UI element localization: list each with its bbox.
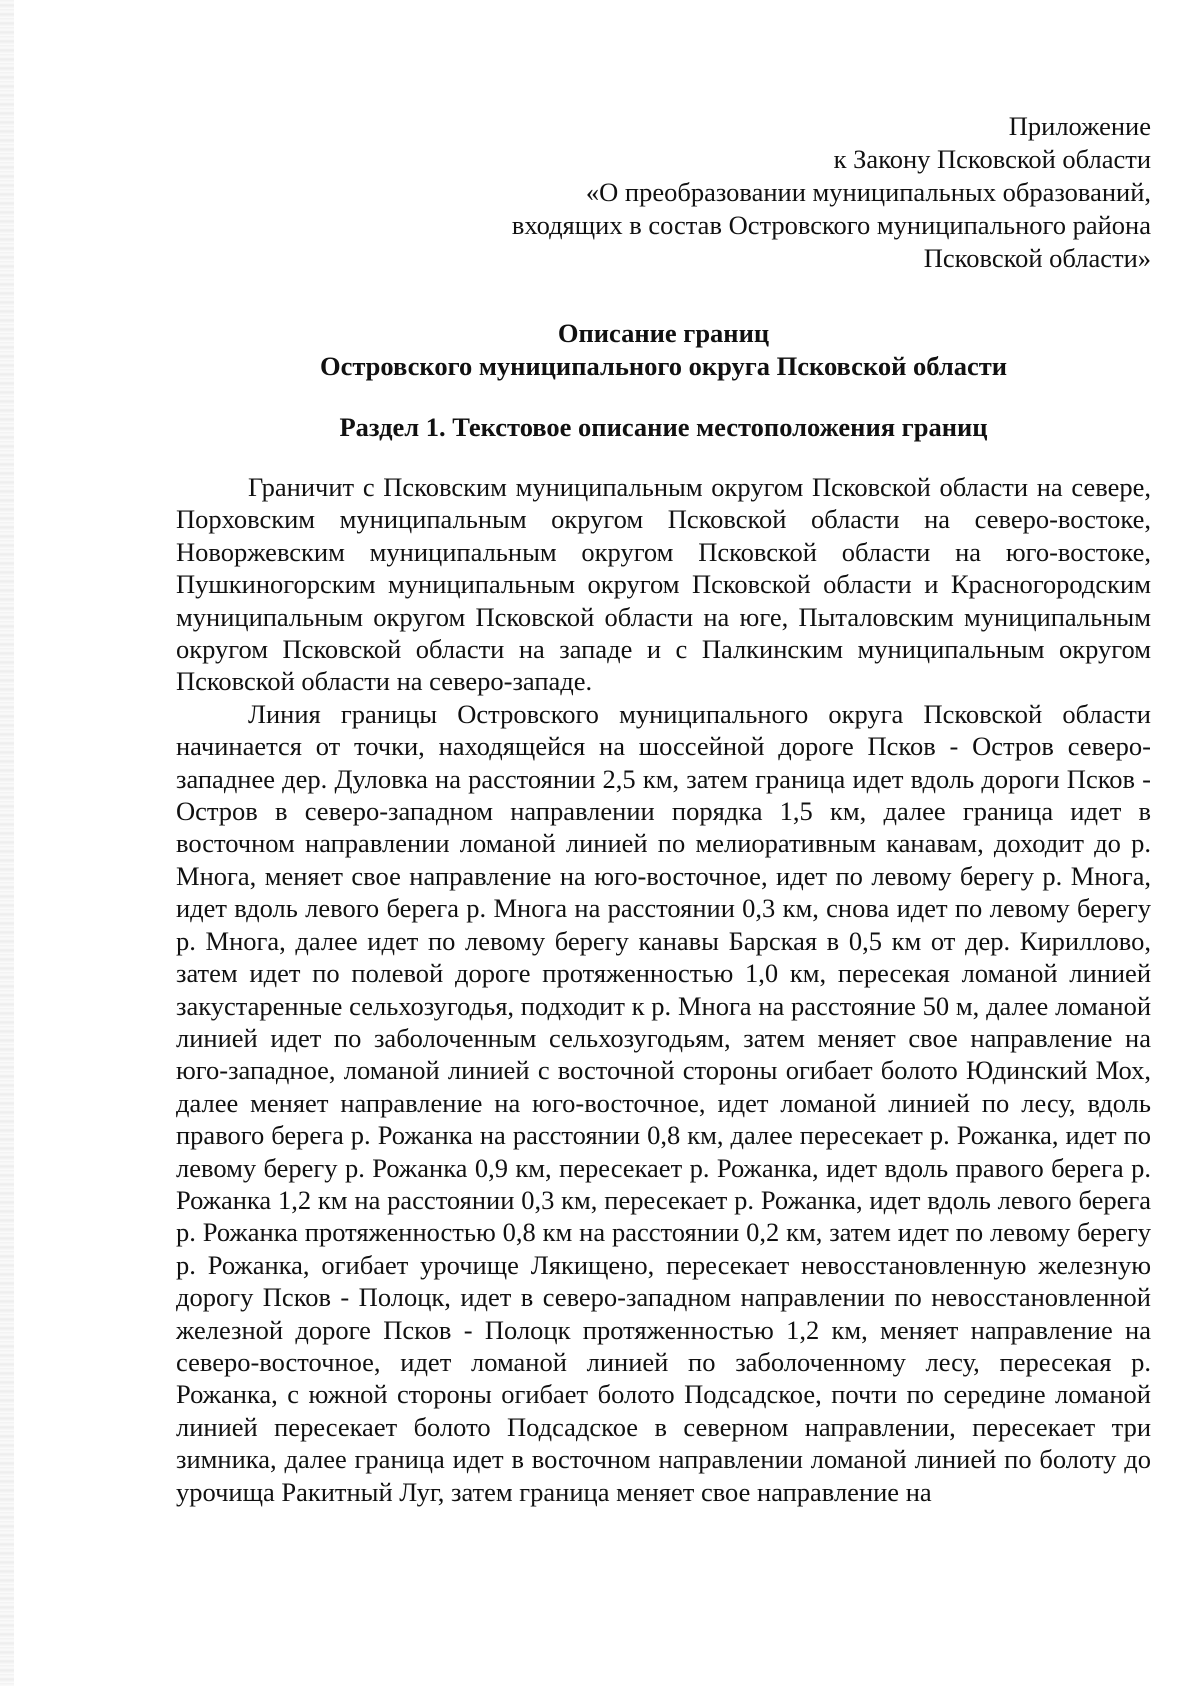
appendix-line: Псковской области» xyxy=(923,243,1151,273)
appendix-line: Приложение xyxy=(1008,111,1151,141)
document-title xyxy=(176,317,1151,383)
document-page xyxy=(176,110,1151,1508)
section-title: Раздел 1. Текстовое описание местоположения границ xyxy=(339,412,988,442)
paragraph: Линия границы Островского муниципального округа Псковской области начинается от точки, находящейся на шоссейной дороге Псков - Остров северо-западнее дер. Дуловка на расстоянии 2,5 км, затем граница идет вдоль дороги Псков - Остров в северо-западном направлении порядка 1,5 км, далее граница идет в восточном направлении ломаной линией по мелиоративным канавам, доходит до р. Многа, меняет свое направление на юго-восточное, идет по левому берегу р. Многа, идет вдоль левого берега р. Многа на расстоянии 0,3 км, снова идет по левому берегу р. Многа, далее идет по левому берегу канавы Барская в 0,5 км от дер. Кириллово, затем идет по полевой дороге протяженностью 1,0 км, пересекая ломаной линией закустаренные сельхозугодья, подходит к р. Многа на расстояние 50 м, далее ломаной линией идет по заболоченным сельхозугодьям, затем меняет свое направление на юго-западное, ломаной линией с восточной стороны огибает болото Юдинский Мох, далее меняет направление на юго-восточное, идет ломаной линией по лесу, вдоль правого берега р. Рожанка на расстоянии 0,8 км, далее пересекает р. Рожанка, идет по левому берегу р. Рожанка 0,9 км, пересекает р. Рожанка, идет вдоль правого берега р. Рожанка 1,2 км на расстоянии 0,3 км, пересекает р. Рожанка, идет вдоль левого берега р. Рожанка протяженностью 0,8 км на расстоянии 0,2 км, затем идет по левому берегу р. Рожанка, огибает урочище Лякищено, пересекает невосстановленную железную дорогу Псков - Полоцк, идет в северо-западном направлении по невосстановленной железной дороге Псков - Полоцк протяженностью 1,2 км, меняет направление на северо-восточное, идет ломаной линией по заболоченному лесу, пересекая р. Рожанка, с южной стороны огибает болото Подсадское, почти по середине ломаной линией пересекает болото Подсадское в северном направлении, пересекает три зимника, далее граница идет в восточном направлении ломаной линией по болоту до урочища Ракитный Луг, затем граница меняет свое направление на xyxy=(176,698,1151,1507)
appendix-header xyxy=(176,110,1151,275)
paragraph: Граничит с Псковским муниципальным округом Псковской области на севере, Порховским муниципальным округом Псковской области на северо-востоке, Новоржевским муниципальным округом Псковской области на юго-востоке, Пушкиногорским муниципальным округом Псковской области и Красногородским муниципальным округом Псковской области на юге, Пыталовским муниципальным округом Псковской области на западе и с Палкинским муниципальным округом Псковской области на северо-западе. xyxy=(176,472,1151,697)
appendix-line: к Закону Псковской области xyxy=(833,144,1151,174)
document-body xyxy=(176,471,1151,1508)
document-title-line: Описание границ xyxy=(557,318,770,348)
appendix-line: «О преобразовании муниципальных образований, xyxy=(585,177,1151,207)
appendix-line: входящих в состав Островского муниципального района xyxy=(511,210,1151,240)
scan-edge xyxy=(0,0,14,1686)
document-title-line: Островского муниципального округа Псковской области xyxy=(319,351,1008,381)
